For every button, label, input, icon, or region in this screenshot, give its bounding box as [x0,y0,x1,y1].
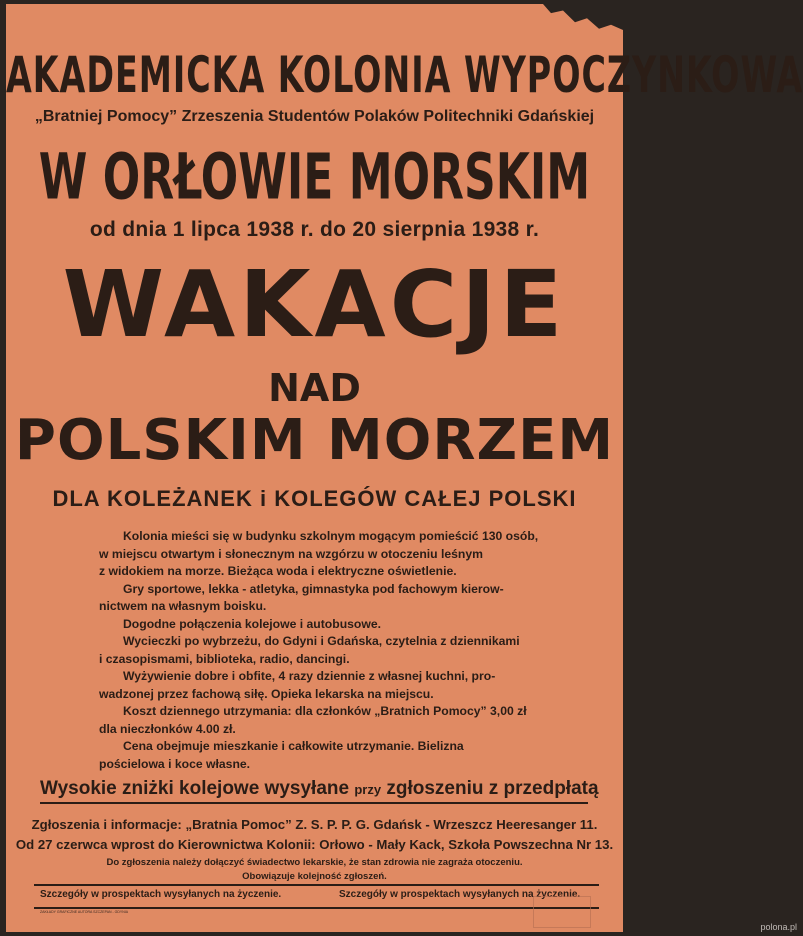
divider [34,907,599,909]
body-line: Koszt dziennego utrzymania: dla członków „Bratnich Pomocy” 3,00 zł [123,704,527,718]
body-line: z widokiem na morze. Bieżąca woda i elektryczne oświetlenie. [99,564,457,578]
body-line: Wyżywienie dobre i obfite, 4 razy dziennie z własnej kuchni, pro- [123,669,496,683]
body-line: i czasopismami, biblioteka, radio, dancingi. [99,651,350,666]
body-line: Gry sportowe, lekka - atletyka, gimnastyka pod fachowym kierow- [123,581,504,596]
body-line: Wycieczki po wybrzeżu, do Gdyni i Gdańska, czytelnia z dziennikami [123,634,520,648]
banner-part: zgłoszeniu z przedpłatą [386,778,599,799]
date-range: od dnia 1 lipca 1938 r. do 20 sierpnia 1938 r. [89,218,540,241]
banner-part: Wysokie zniżki kolejowe wysyłane [40,778,350,799]
body-line: Cena obejmuje mieszkanie i całkowite utrzymanie. Bielizna [123,739,464,753]
registration-info: Zgłoszenia i informacje: „Bratnia Pomoc” Z. S. P. P. G. Gdańsk - Wrzeszcz Heeresanger 11. [31,817,598,832]
audience-line: DLA KOLEŻANEK i KOLEGÓW CAŁEJ POLSKI [52,486,577,511]
organizer-line: „Bratniej Pomocy” Zrzeszenia Studentów Polaków Politechniki Gdańskiej [34,108,595,125]
body-line: wadzonej przez fachową siłę. Opieka lekarska na miejscu. [99,686,434,701]
footer-left: Szczegóły w prospektach wysyłanych na życzenie. [40,889,282,900]
torn-corner [543,4,623,30]
body-line: pościelowa i koce własne. [99,756,251,771]
poster-title: AKADEMICKA KOLONIA WYPOCZYNKOWA [6,46,803,105]
footer-right: Szczegóły w prospektach wysyłanych na życzenie. [339,889,581,900]
direct-contact-info: Od 27 czerwca wprost do Kierownictwa Kolonii: Orłowo - Mały Kack, Szkoła Powszechna Nr 13. [15,837,614,852]
headline-nad: NAD [268,366,361,410]
railway-discount-banner [40,778,599,804]
watermark: polona.pl [760,922,797,932]
printer-imprint: ZAKŁADY GRAFICZNE AUTORA SZCZEPAN - GDYNIA [40,910,129,914]
body-line: Kolonia mieści się w budynku szkolnym mogącym pomieścić 130 osób, [123,529,539,543]
banner-part: przy [354,782,382,797]
body-line: nictwem na własnym boisku. [99,599,267,613]
medical-certificate-note: Do zgłoszenia należy dołączyć świadectwo lekarskie, że stan zdrowia nie zagraża otoczeniu. [106,857,523,868]
divider [34,884,599,886]
location-heading: W ORŁOWIE MORSKIM [38,140,591,215]
description-block [99,528,539,773]
body-line: w miejscu otwartym i słonecznym na wzgórzu w otoczeniu leśnym [99,546,483,561]
headline-polskim-morzem: POLSKIM MORZEM [14,408,615,473]
headline-wakacje: WAKACJE [62,251,567,358]
body-line: Dogodne połączenia kolejowe i autobusowe. [123,616,382,631]
library-stamp [533,896,591,928]
body-line: dla nieczłonków 4.00 zł. [99,721,236,736]
order-note: Obowiązuje kolejność zgłoszeń. [242,871,387,882]
